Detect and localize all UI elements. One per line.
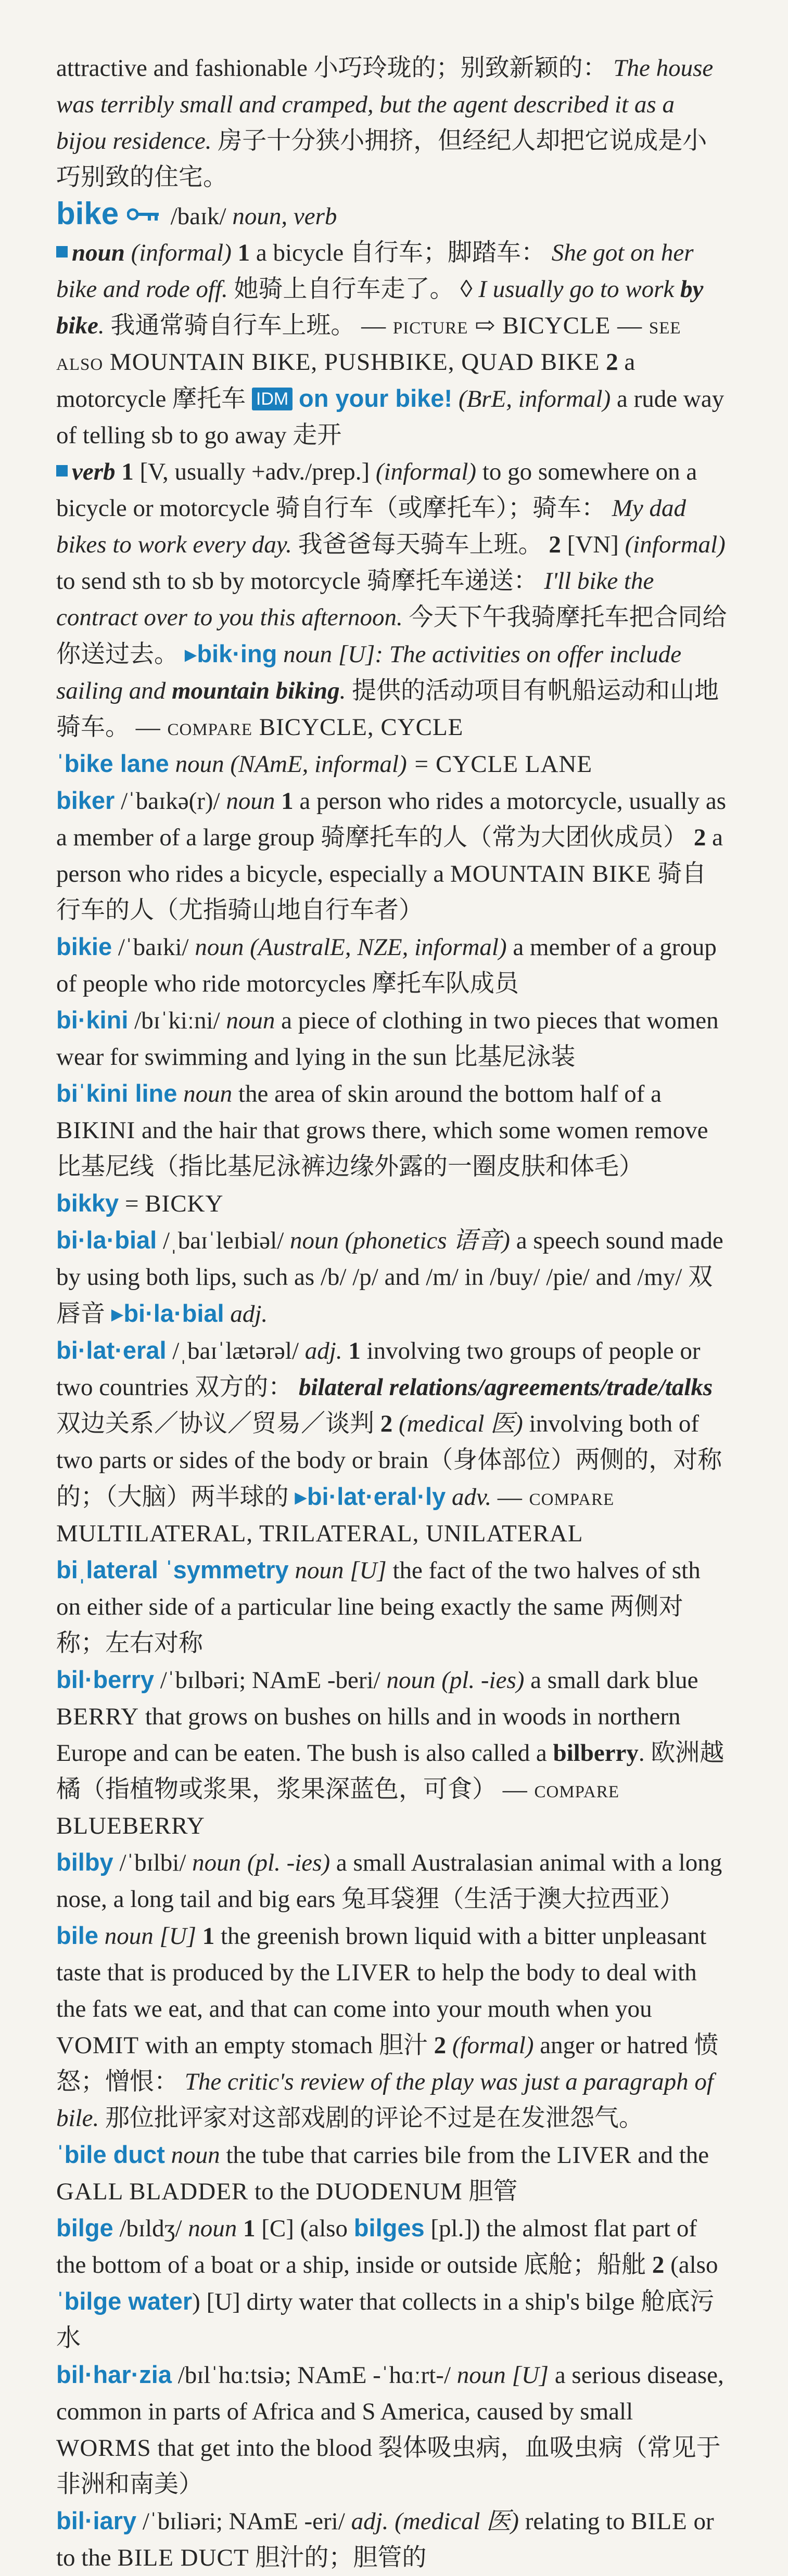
part-of-speech: noun [192, 1849, 242, 1876]
key-icon [127, 207, 160, 222]
derivative-headword: bik·ing [197, 640, 277, 667]
example: My dad bikes to work every day. [56, 495, 687, 558]
definition-continued: to help the body to deal with the fats we eat, and that can come into your mouth when you [56, 1959, 697, 2023]
label: noun (NAmE, informal) = [175, 751, 436, 778]
part-of-speech: noun [171, 2142, 220, 2169]
cross-reference[interactable]: — compare BICYCLE, CYCLE [135, 714, 464, 741]
cross-reference[interactable]: — picture ⇨ BICYCLE — see also MOUNTAIN BIKE, PUSHBIKE, QUAD BIKE [56, 312, 681, 376]
definition: a motorcycle 摩托车 [56, 349, 636, 413]
cross-reference[interactable]: — compare MULTILATERAL, TRILATERAL, UNILATERAL [56, 1484, 615, 1547]
intro-example: The house was terribly small and cramped, but the agent described it as a bijou residence. [56, 55, 714, 154]
headword: bi·la·bial [56, 1226, 157, 1254]
entry-bilateral [56, 1332, 730, 1552]
entry-bikini-line [56, 1075, 730, 1185]
part-of-speech: noun [226, 788, 275, 815]
sense-number: 1 [281, 788, 294, 815]
idiom-badge: IDM [252, 388, 293, 410]
sense-number: 2 [380, 1410, 393, 1437]
headword: ˈbike lane [56, 750, 169, 777]
derivative-arrow-icon: ▸ [111, 1300, 124, 1328]
entry-bilharzia [56, 2356, 730, 2503]
translation: 她骑上自行车走了。 [234, 276, 454, 303]
example-collocation: mountain biking [171, 677, 340, 704]
pronunciation: /baɪk/ [170, 203, 226, 230]
cross-reference[interactable]: BICKY [145, 1190, 224, 1217]
definition: the greenish brown liquid with a bitter unpleasant taste that is produced by the [56, 1923, 707, 1986]
intro-continuation [56, 50, 730, 196]
example: She got on her bike and rode off. [56, 239, 694, 303]
definition-continued: with an empty stomach 胆汁 [139, 2032, 428, 2059]
part-of-speech: noun [386, 1667, 436, 1694]
translation: . 欧洲越橘（指植物或浆果，浆果深蓝色，可食） [56, 1740, 725, 1803]
translation: 今天下午我骑摩托车把合同给你送过去。 [56, 604, 727, 668]
cross-reference[interactable]: LIVER [336, 1959, 411, 1986]
subject-label: (phonetics 语音) [345, 1227, 510, 1254]
definition: the almost flat part of the bottom of a boat or a ship, inside or outside 底舱；船舭 [56, 2215, 697, 2278]
verb-pattern: [V, usually +adv./prep.] [139, 458, 370, 485]
cross-reference[interactable]: — compare BLUEBERRY [56, 1776, 620, 1839]
translation: 胆汁的；胆管的 [249, 2544, 427, 2571]
cross-reference[interactable]: MOUNTAIN BIKE [450, 860, 652, 887]
example: I usually go to work [478, 276, 681, 303]
variant-form: bilges [353, 2214, 425, 2242]
definition: a small dark blue [530, 1667, 698, 1694]
intro-definition: attractive and fashionable 小巧玲珑的；别致新颖的： [56, 55, 607, 82]
entry-bikie [56, 929, 730, 1002]
example: The critic's review of the play was just a paragraph of bile. [56, 2068, 714, 2132]
part-of-speech: noun, verb [232, 203, 337, 230]
headword: bilby [56, 1848, 113, 1876]
part-of-speech: adv. [452, 1484, 492, 1511]
translation: 提供的活动项目有帆船运动和山地骑车。 [56, 677, 719, 741]
example-collocation: bilateral relations/agreements/trade/talks [299, 1374, 713, 1401]
headword: bil·berry [56, 1666, 155, 1693]
entry-bike [56, 196, 730, 745]
register-label: (informal) [131, 239, 232, 266]
pronunciation: /ˈbaɪkə(r)/ [121, 788, 220, 815]
idiom-phrase: on your bike! [299, 384, 453, 412]
intro-translation: 房子十分狭小拥挤，但经纪人却把它说成是小巧别致的住宅。 [56, 127, 707, 191]
headword: bi·kini [56, 1006, 129, 1034]
entry-bile-duct [56, 2136, 730, 2210]
part-of-speech: noun [226, 1007, 275, 1034]
entry-bikky [56, 1185, 730, 1222]
entry-bilge [56, 2210, 730, 2356]
definition: to send sth to sb by motorcycle 骑摩托车递送： [56, 568, 538, 595]
equals-sign: = [119, 1190, 145, 1217]
sense-number: 1 [243, 2215, 256, 2242]
grammar-label: (also [670, 2251, 718, 2278]
sense-number: 1 [237, 239, 250, 266]
definition: a serious disease, common in parts of Africa and S America, caused by small [56, 2362, 724, 2425]
definition: a rude way of telling sb to go away 走开 [56, 385, 725, 449]
cross-reference[interactable]: LIVER [556, 2142, 632, 2169]
pronunciation: /bɪlˈhɑːtsiə; NAmE -ˈhɑːrt-/ [177, 2362, 451, 2389]
entry-bilabial [56, 1222, 730, 1332]
sense-number: 2 [606, 349, 618, 376]
cross-reference[interactable]: BIKINI [56, 1117, 136, 1144]
definition: dirty water that collects in a ship's bilge 舱底污水 [56, 2288, 715, 2352]
translation: 我爸爸每天骑车上班。 [298, 531, 543, 558]
example-end: . [98, 312, 105, 339]
part-of-speech: noun [U]: [283, 641, 384, 668]
entry-bilby [56, 1844, 730, 1917]
entry-biliary [56, 2503, 730, 2576]
definition-continued: and the [631, 2142, 709, 2169]
sense-number: 2 [652, 2251, 665, 2278]
derivative-headword: bi·la·bial [123, 1299, 224, 1327]
headword: bikie [56, 933, 112, 960]
pos-verb-label: verb [72, 458, 116, 485]
definition: to go somewhere on a bicycle or motorcycle 骑自行车（或摩托车）；骑车： [56, 458, 697, 522]
pronunciation: /bɪldʒ/ [119, 2215, 182, 2242]
headword: biker [56, 787, 115, 814]
cross-reference[interactable]: BILE [631, 2508, 688, 2535]
definition: a speech sound made by using both lips, such as /b/ /p/ and /m/ in /buy/ /pie/ and /my/ 双唇音 [56, 1227, 723, 1328]
entry-bilateral-symmetry [56, 1552, 730, 1661]
definition-continued: that get into the blood 裂体吸虫病，血吸虫病（常见于非洲和南美） [56, 2435, 721, 2498]
headword: bikky [56, 1189, 119, 1217]
variant-form: ˈbilge water [56, 2287, 193, 2315]
cross-reference[interactable]: BERRY [56, 1703, 139, 1730]
grammar-label: [C] (also [261, 2215, 354, 2242]
entry-biker [56, 782, 730, 929]
definition: a person who rides a bicycle, especially a [56, 824, 723, 887]
pronunciation: /ˌbaɪˈlætərəl/ [172, 1337, 299, 1364]
headword: bil·har·zia [56, 2361, 172, 2388]
section-marker-icon [56, 465, 68, 476]
definition: a person who rides a motorcycle, usually as a member of a large group 骑摩托车的人（常为大团伙成员） [56, 788, 727, 851]
diamond-icon: ◊ [460, 276, 473, 303]
cross-reference[interactable]: WORMS [56, 2435, 151, 2462]
pronunciation: /ˈbɪliəri; NAmE -eri/ [142, 2508, 345, 2535]
register-label: (informal) [625, 531, 726, 558]
example: I'll bike the contract over to you this afternoon. [56, 568, 654, 631]
subject-label: (medical 医) [395, 2508, 519, 2535]
derivative-headword: bi·lat·eral·ly [307, 1483, 446, 1510]
example: The activities on offer include sailing and [56, 641, 682, 704]
section-marker-icon [56, 246, 68, 257]
translation: 骑自行车的人（尤指骑山地自行车者） [56, 860, 707, 924]
derivative-arrow-icon: ▸ [184, 641, 197, 668]
register-label: (AustralE, NZE, informal) [250, 934, 507, 961]
part-of-speech: adj. [230, 1300, 268, 1328]
headword-bike: bike [56, 196, 119, 231]
definition: the fact of the two halves of sth on either side of a particular line being exactly the same 两侧对称；左右对称 [56, 1557, 701, 1657]
pronunciation: /ˈbɪlbi/ [119, 1849, 186, 1876]
part-of-speech: noun [188, 2215, 237, 2242]
part-of-speech: adj. [304, 1337, 342, 1364]
register-label: (formal) [452, 2032, 534, 2059]
example-collocation: by bike [56, 276, 704, 339]
register-label: (informal) [375, 458, 477, 485]
sense-number: 1 [348, 1337, 361, 1364]
cross-reference[interactable]: GALL BLADDER [56, 2178, 249, 2205]
pronunciation: /bɪˈkiːni/ [134, 1007, 220, 1034]
definition: a member of a group of people who ride motorcycles 摩托车队成员 [56, 934, 717, 997]
cross-reference[interactable]: CYCLE LANE [435, 751, 593, 778]
sense-number: 2 [549, 531, 561, 558]
example-end: . [339, 677, 346, 704]
cross-reference[interactable]: VOMIT [56, 2032, 139, 2059]
pronunciation: /ˈbɪlbəri; NAmE -beri/ [160, 1667, 380, 1694]
plural-label: (pl. -ies) [441, 1667, 525, 1694]
bold-term: bilberry [553, 1740, 639, 1767]
definition-continued: or to the [56, 2508, 714, 2571]
part-of-speech: noun [290, 1227, 339, 1254]
headword: biˈkini line [56, 1079, 177, 1107]
part-of-speech: noun [U] [295, 1557, 387, 1584]
definition: anger or hatred 愤怒；憎恨： [56, 2032, 719, 2095]
sense-number: 2 [434, 2032, 447, 2059]
definition-continued: and the hair that grows there, which some women remove 比基尼线（指比基尼泳裤边缘外露的一圈皮肤和体毛） [56, 1117, 708, 1180]
definition: involving two groups of people or two countries 双方的： [56, 1337, 701, 1401]
part-of-speech: adj. [351, 2508, 389, 2535]
grammar-label: [pl.]) [424, 2215, 487, 2242]
part-of-speech: noun [183, 1080, 233, 1107]
translation: 双边关系／协议／贸易／谈判 [56, 1410, 374, 1437]
pronunciation: /ˈbaɪki/ [118, 934, 189, 961]
entry-bikini [56, 1002, 730, 1075]
register-label: (BrE, informal) [458, 385, 611, 413]
entry-bike-lane [56, 745, 730, 782]
pronunciation: /ˌbaɪˈleɪbiəl/ [162, 1227, 284, 1254]
part-of-speech: noun [U] [104, 1923, 196, 1950]
definition: involving both of two parts or sides of the body or brain（身体部位）两侧的，对称的；（大脑）两半球的 [56, 1410, 722, 1511]
definition-continued: to the [248, 2178, 316, 2205]
headword: biˌlateral ˈsymmetry [56, 1556, 289, 1583]
cross-reference[interactable]: BILE DUCT [117, 2544, 249, 2571]
part-of-speech: noun [U] [456, 2362, 549, 2389]
sense-number: 1 [121, 458, 134, 485]
pos-noun-label: noun [72, 239, 125, 266]
definition-continued: that grows on bushes on hills and in woods in northern Europe and can be eaten. The bush is also called a [56, 1703, 681, 1767]
definition: relating to [525, 2508, 631, 2535]
definition: a piece of clothing in two pieces that women wear for swimming and lying in the sun 比基尼泳装 [56, 1007, 719, 1071]
translation: 那位批评家对这部戏剧的评论不过是在发泄怨气。 [105, 2105, 643, 2132]
entry-bilberry [56, 1661, 730, 1844]
definition: a small Australasian animal with a long nose, a long tail and big ears 兔耳袋狸（生活于澳大拉西亚） [56, 1849, 722, 1913]
sense-number: 2 [693, 824, 706, 851]
headword: bile [56, 1922, 98, 1949]
plural-label: (pl. -ies) [247, 1849, 331, 1876]
sense-number: 1 [202, 1923, 215, 1950]
part-of-speech: noun [195, 934, 244, 961]
grammar-label: ) [U] [192, 2288, 247, 2315]
definition: the area of skin around the bottom half of a [238, 1080, 662, 1107]
translation: 我通常骑自行车上班。 [110, 312, 355, 339]
definition: a bicycle 自行车；脚踏车： [256, 239, 545, 266]
verb-pattern: [VN] [567, 531, 619, 558]
subject-label: (medical 医) [399, 1410, 523, 1437]
headword: bi·lat·eral [56, 1336, 167, 1364]
translation: 胆管 [462, 2178, 518, 2205]
headword: bil·iary [56, 2507, 137, 2534]
derivative-arrow-icon: ▸ [295, 1484, 307, 1511]
headword: ˈbile duct [56, 2141, 165, 2168]
definition: the tube that carries bile from the [226, 2142, 557, 2169]
headword: bilge [56, 2214, 113, 2242]
cross-reference[interactable]: DUODENUM [315, 2178, 463, 2205]
entry-bile [56, 1917, 730, 2136]
